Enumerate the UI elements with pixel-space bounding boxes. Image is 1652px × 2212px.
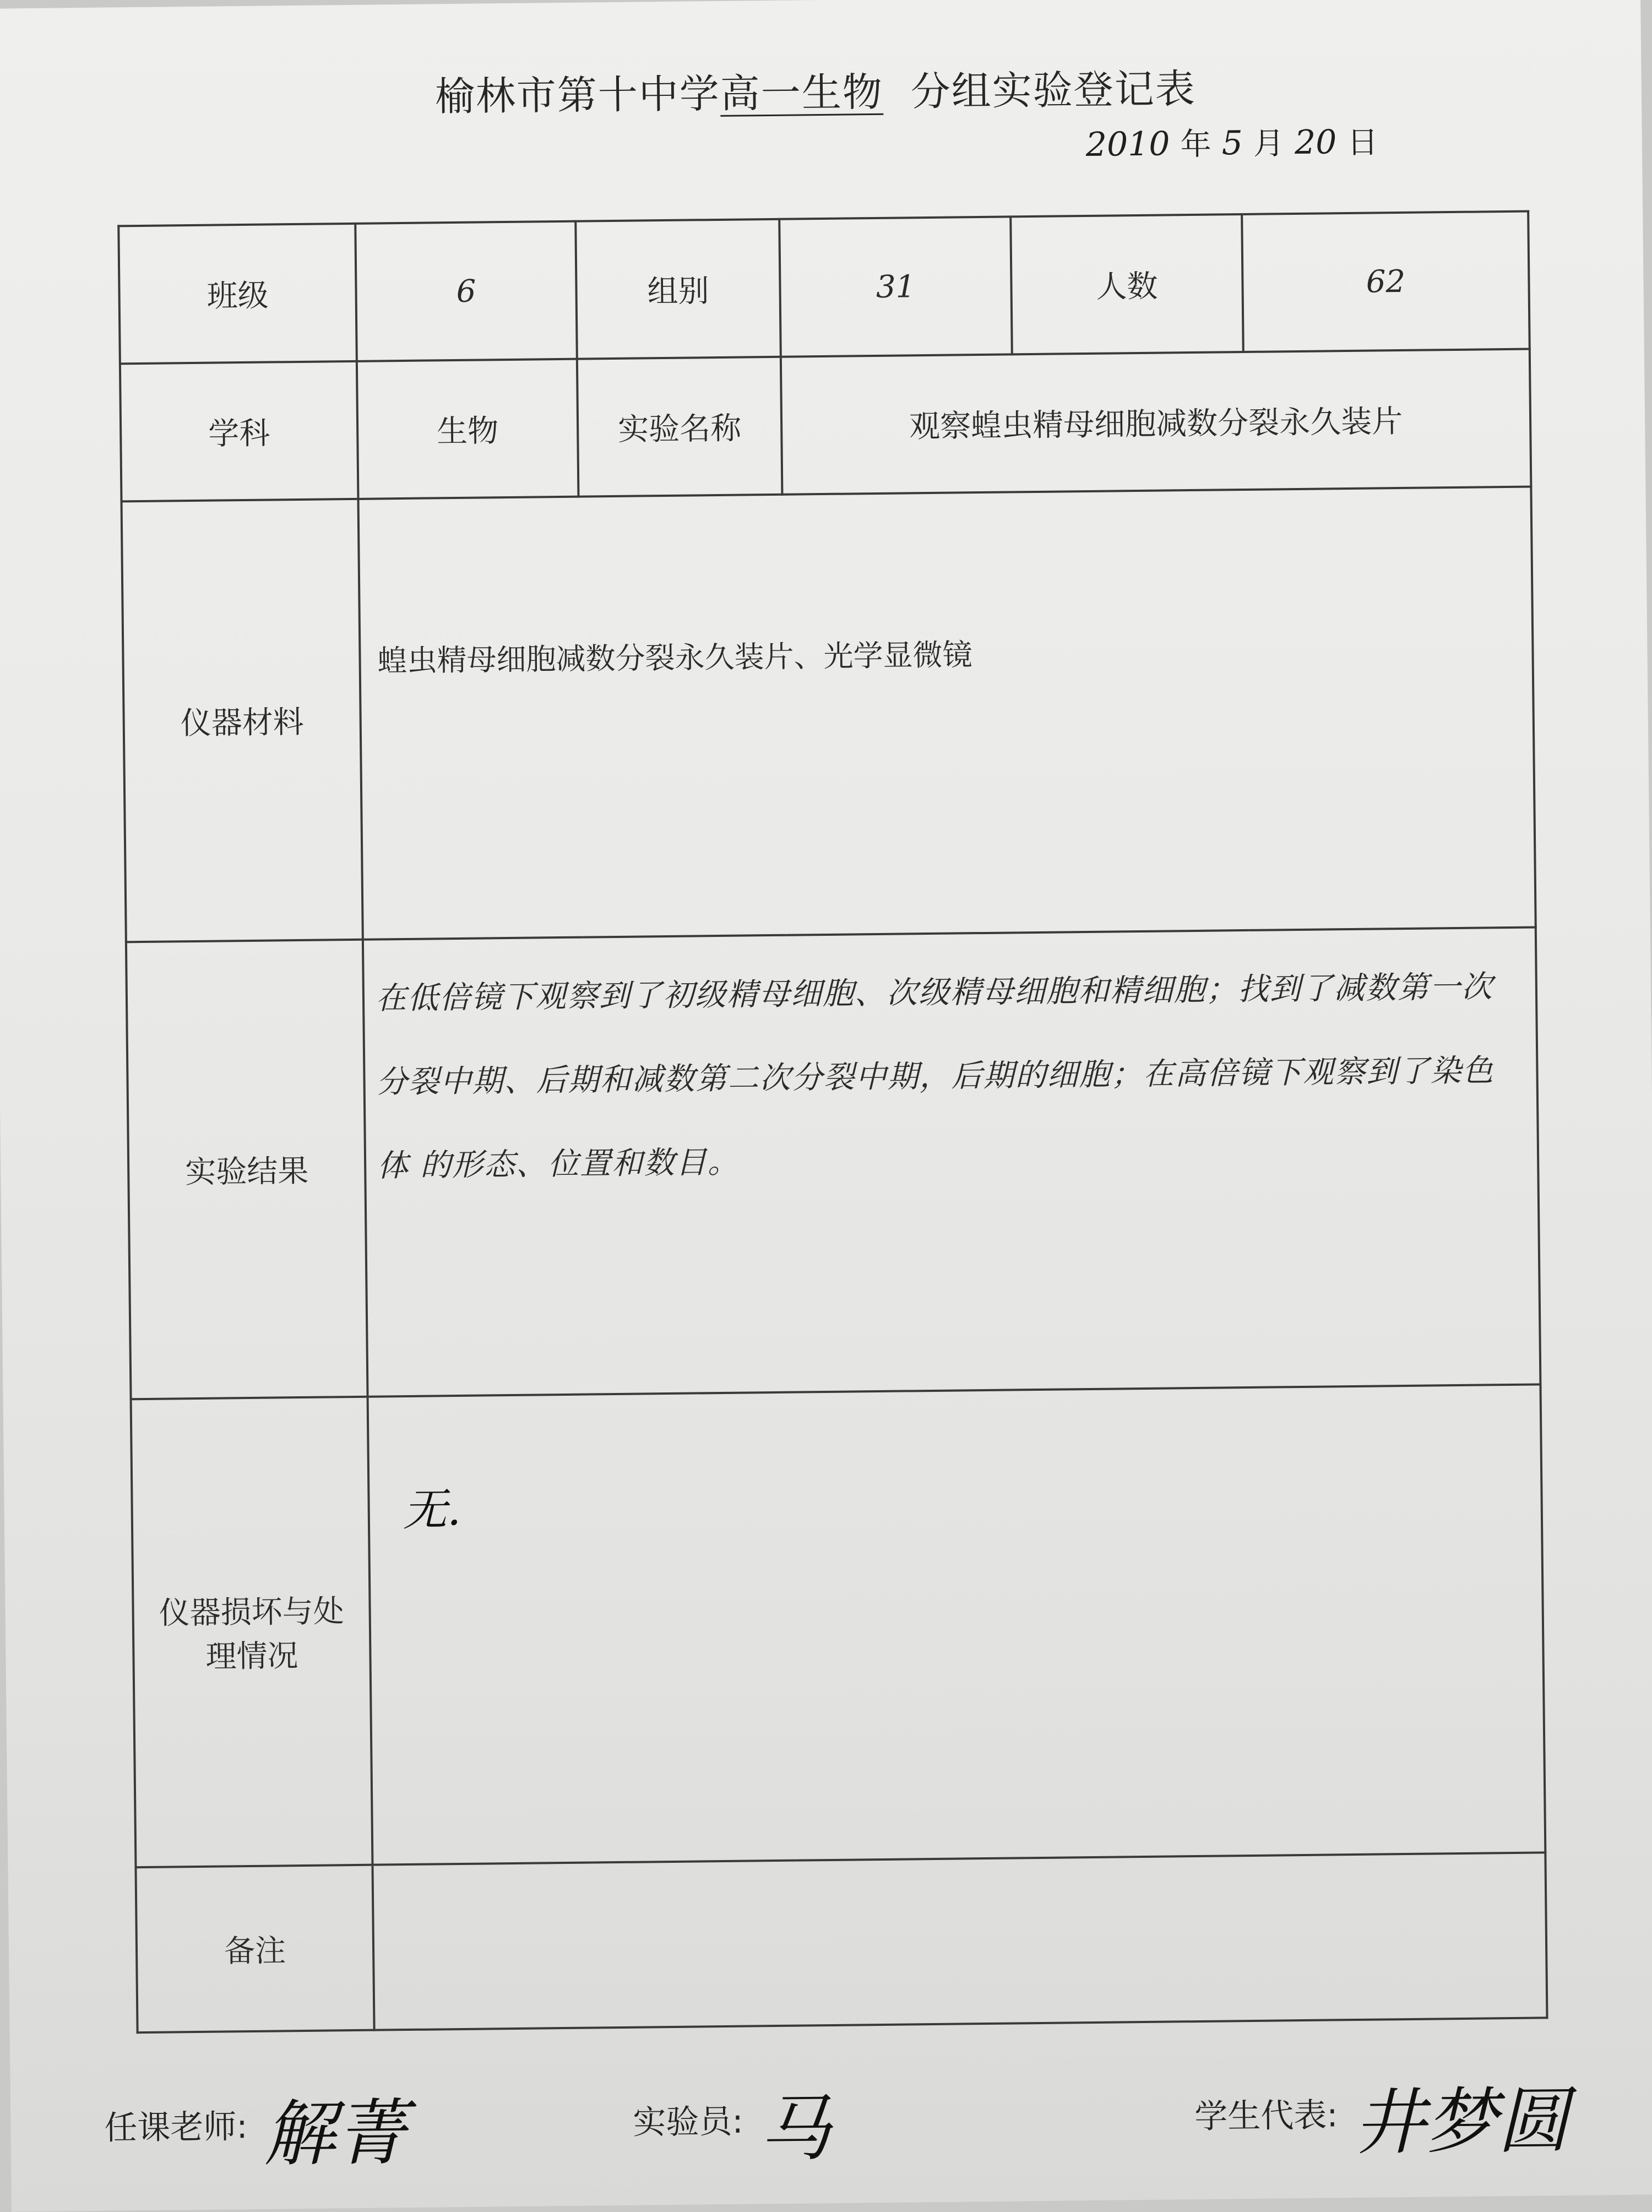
- table-row-damage: [131, 1384, 1546, 1867]
- title-school: 榆林市第十中学: [434, 70, 721, 120]
- teacher-label: 任课老师:: [104, 2107, 248, 2148]
- student-signature: 井梦圆: [1353, 2078, 1569, 2165]
- damage-value: 无.: [403, 1483, 461, 1536]
- result-label: 实验结果: [126, 940, 368, 1399]
- group-value: 31: [779, 216, 1012, 356]
- date-month: 5: [1221, 123, 1243, 163]
- assistant-signoff: [632, 2071, 831, 2176]
- form-date: [1085, 118, 1378, 165]
- class-label: 班级: [118, 224, 357, 364]
- group-label: 组别: [575, 219, 781, 359]
- count-label: 人数: [1010, 214, 1243, 354]
- subject-value: 生物: [357, 359, 579, 499]
- exp-name-value: 观察蝗虫精母细胞减数分裂永久装片: [781, 349, 1531, 495]
- damage-cell: [368, 1384, 1546, 1864]
- table-row-remarks: [135, 1852, 1547, 2032]
- registration-table: [117, 210, 1548, 2034]
- date-day-unit: 日: [1347, 124, 1378, 161]
- student-label: 学生代表:: [1194, 2096, 1338, 2137]
- title-form-name: 分组实验登记表: [910, 65, 1197, 115]
- title-subject: 高一生物: [720, 68, 884, 117]
- table-row-class: [118, 212, 1529, 364]
- table-row-result: [126, 927, 1541, 1399]
- damage-label: [131, 1397, 373, 1867]
- form-title: [319, 56, 1311, 123]
- assistant-label: 实验员:: [633, 2102, 743, 2142]
- damage-label-line1: 仪器损坏与处: [159, 1593, 344, 1631]
- date-year-unit: 年: [1180, 126, 1211, 163]
- damage-label-line2: 理情况: [205, 1638, 298, 1675]
- remarks-value: [372, 1852, 1547, 2030]
- teacher-signoff: [104, 2075, 407, 2182]
- materials-value: 蝗虫精母细胞减数分裂永久装片、光学显微镜: [377, 637, 972, 679]
- teacher-signature: 解菁: [263, 2091, 407, 2176]
- remarks-label: 备注: [135, 1865, 374, 2032]
- class-value: 6: [355, 221, 577, 361]
- count-value: 62: [1242, 212, 1530, 352]
- materials-cell: [358, 487, 1535, 940]
- subject-label: 学科: [120, 361, 358, 501]
- date-month-unit: 月: [1253, 126, 1285, 162]
- exp-name-label: 实验名称: [577, 357, 782, 497]
- result-value: 在低倍镜下观察到了初级精母细胞、次级精母细胞和精细胞；找到了减数第一次分裂中期、后期和减数第二次分裂中期，后期的细胞；在高倍镜下观察到了染色体 的形态、位置和数目。: [363, 927, 1541, 1396]
- table-row-materials: [122, 487, 1536, 942]
- assistant-signature: 马: [759, 2086, 832, 2171]
- date-day: 20: [1294, 123, 1337, 162]
- table-row-subject: [120, 349, 1531, 502]
- materials-label: 仪器材料: [122, 499, 363, 942]
- date-year: 2010: [1085, 124, 1170, 164]
- student-signoff: [1194, 2063, 1569, 2170]
